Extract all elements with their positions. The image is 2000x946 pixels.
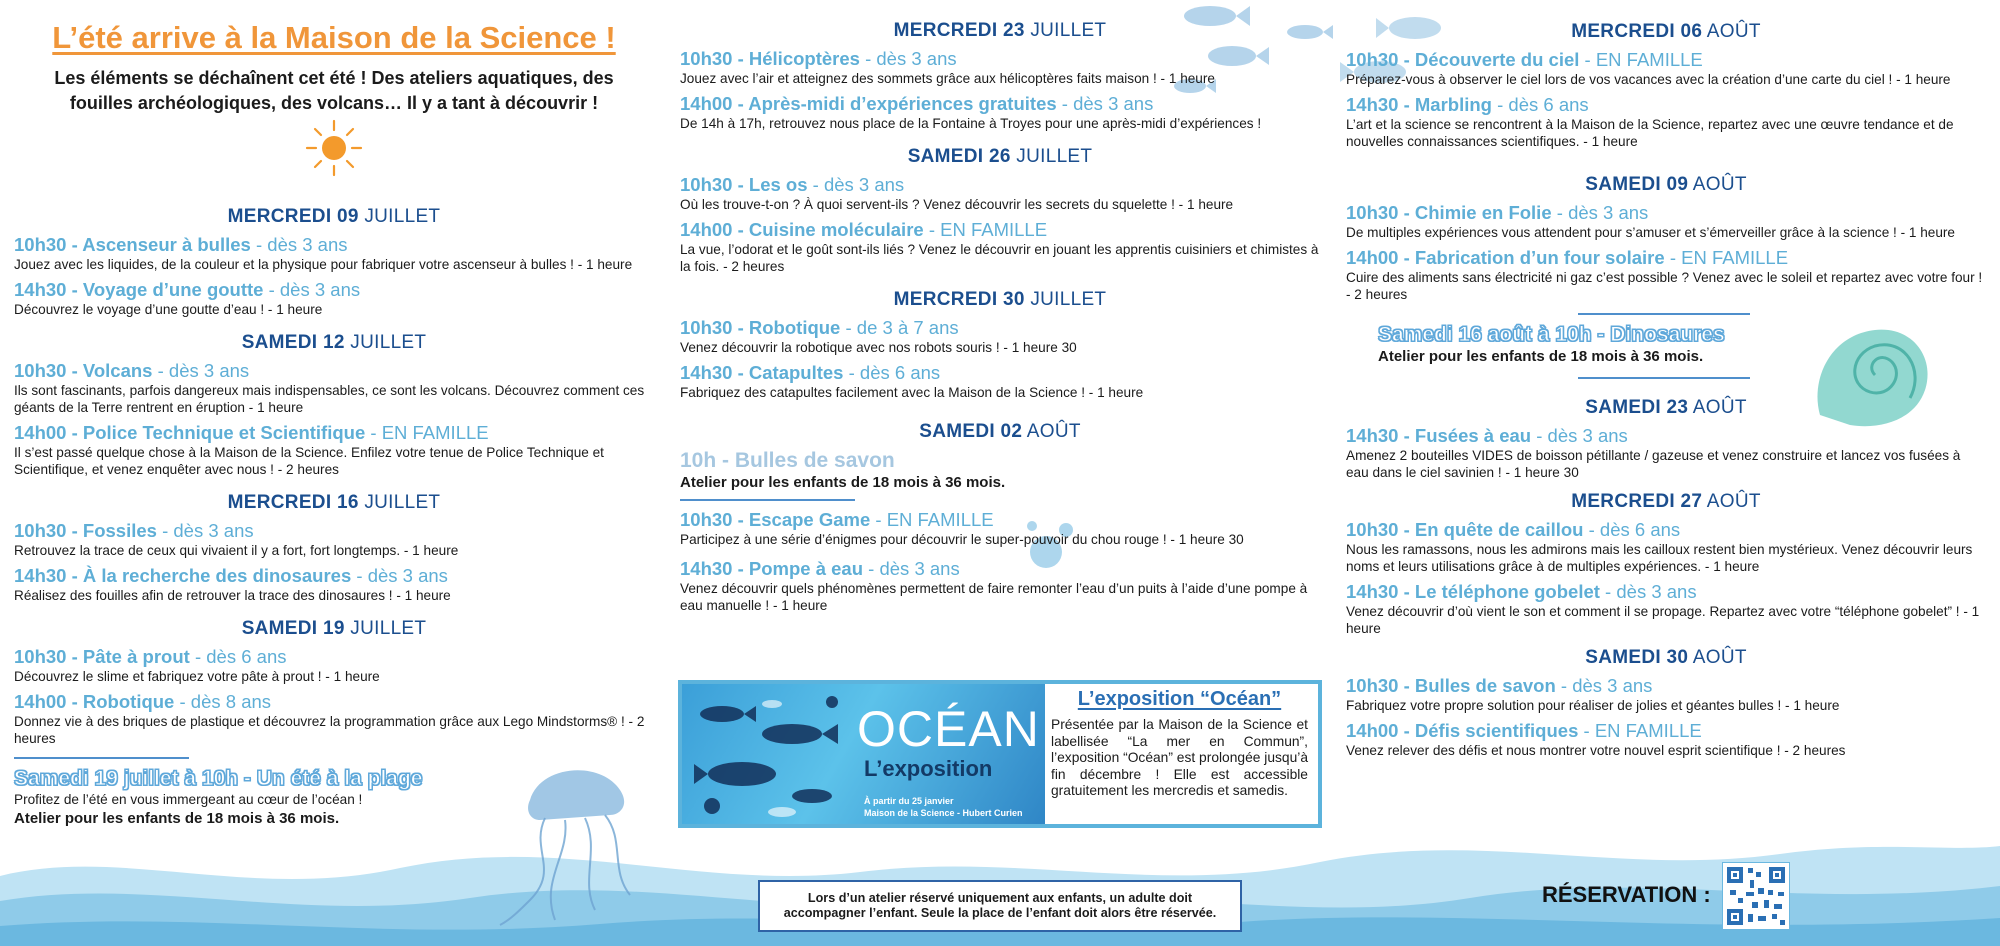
exhibition-poster-venue: Maison de la Science - Hubert Curien xyxy=(864,808,1023,818)
reservation-qr-code[interactable] xyxy=(1722,862,1790,930)
date-section xyxy=(680,20,1320,132)
event-item xyxy=(14,565,654,604)
date-heading: SAMEDI 19 JUILLET xyxy=(241,618,427,639)
event-desc: De 14h à 17h, retrouvez nous place de la Fontaine à Troyes pour une après-midi d’expériences ! xyxy=(680,116,1262,131)
event-title: 14h30 - Catapultes xyxy=(680,362,844,383)
event-title: 14h00 - Police Technique et Scientifique xyxy=(14,422,366,443)
event-tag: - dès 3 ans xyxy=(863,558,960,579)
event-desc: La vue, l’odorat et le goût sont-ils liés ? Venez le découvrir en jouant les apprentis cuisiniers et chimistes à la fois. - 2 heures xyxy=(680,242,1319,274)
exhibition-text xyxy=(1045,684,1318,824)
exhibition-poster-subtitle: L’exposition xyxy=(864,756,993,781)
event-item xyxy=(680,174,1320,213)
event-item xyxy=(14,279,654,318)
date-section xyxy=(680,146,1320,275)
event-title: 14h30 - Pompe à eau xyxy=(680,558,864,579)
event-title: 14h30 - Le téléphone gobelet xyxy=(1346,581,1600,602)
event-desc: Venez découvrir quels phénomènes permettent de faire remonter l’eau d’un puits à l’aide d’une pompe à eau manuelle ! - 1 heure xyxy=(680,581,1308,613)
event-desc: Donnez vie à des briques de plastique et découvrez la programmation grâce aux Lego Mindstorms® ! - 2 heures xyxy=(14,714,645,746)
date-section xyxy=(1346,491,1986,637)
event-desc: Préparez-vous à observer le ciel lors de vos vacances avec la création d’une carte du ciel ! - 1 heure xyxy=(1346,72,1951,87)
date-heading: SAMEDI 26 JUILLET xyxy=(907,146,1093,167)
event-item xyxy=(1346,202,1986,241)
event-item xyxy=(1346,675,1986,714)
event-desc: Nous les ramassons, nous les admirons mais les cailloux restent bien mystérieux. Venez découvrir leurs noms et leurs utilisations grâce à de multiples expériences. - 1 heure xyxy=(1346,542,1973,574)
event-item xyxy=(14,234,654,273)
date-heading: MERCREDI 06 AOÛT xyxy=(1571,21,1761,42)
event-item xyxy=(1346,581,1986,637)
event-tag: - dès 3 ans xyxy=(1555,675,1653,696)
event-title: 10h30 - Chimie en Folie xyxy=(1346,202,1552,223)
event-tag: - dès 6 ans xyxy=(1491,94,1589,115)
event-title: 14h30 - À la recherche des dinosaures xyxy=(14,565,352,586)
event-title: 10h30 - Les os xyxy=(680,174,808,195)
date-section xyxy=(1346,21,1986,150)
event-desc: Réalisez des fouilles afin de retrouver la trace des dinosaures ! - 1 heure xyxy=(14,588,451,603)
special-workshop-title: Samedi 19 juillet à 10h - Un été à la plage xyxy=(14,767,423,790)
date-heading: SAMEDI 09 AOÛT xyxy=(1585,174,1747,195)
event-desc: Jouez avec l’air et atteignez des sommets grâce aux hélicoptères faits maison ! - 1 heure xyxy=(680,71,1215,86)
event-desc: Découvrez le slime et fabriquez votre pâte à prout ! - 1 heure xyxy=(14,669,380,684)
event-tag: - dès 3 ans xyxy=(351,565,448,586)
event-tag: - EN FAMILLE xyxy=(870,509,994,530)
event-item xyxy=(1346,425,1986,481)
event-tag: - EN FAMILLE xyxy=(1578,720,1702,741)
event-title: 14h00 - Cuisine moléculaire xyxy=(680,219,924,240)
event-tag: - EN FAMILLE xyxy=(923,219,1048,240)
event-desc: L’art et la science se rencontrent à la Maison de la Science, repartez avec une œuvre tendance et de nouvelles connaissances scientifiques. - 1 heure xyxy=(1346,117,1954,149)
exhibition-poster-date: À partir du 25 janvier xyxy=(864,796,954,806)
event-item xyxy=(1346,247,1986,303)
date-section xyxy=(14,332,654,478)
event-tag: - dès 3 ans xyxy=(807,174,905,195)
exhibition-poster-title: OCÉAN xyxy=(857,701,1040,757)
reservation-label: RÉSERVATION : xyxy=(1542,882,1711,907)
date-heading: SAMEDI 30 AOÛT xyxy=(1585,647,1747,668)
date-section xyxy=(1346,397,1986,481)
event-tag: - dès 3 ans xyxy=(250,234,348,255)
event-desc: Venez relever des défis et nous montrer votre nouvel esprit scientifique ! - 2 heures xyxy=(1346,743,1846,758)
divider xyxy=(680,499,855,501)
column-july-early xyxy=(14,0,654,829)
event-item xyxy=(1346,94,1986,150)
adult-notice-box xyxy=(758,880,1242,932)
event-tag: - dès 3 ans xyxy=(1599,581,1697,602)
event-desc: Ils sont fascinants, parfois dangereux mais indispensables, ce sont les volcans. Découvrez comment ces géants de la Terre rentrent en éruption - 1 heure xyxy=(14,383,645,415)
event-tag: - dès 8 ans xyxy=(174,691,272,712)
event-title: 10h30 - Robotique xyxy=(680,317,841,338)
divider xyxy=(1578,313,1750,315)
date-heading: SAMEDI 23 AOÛT xyxy=(1585,397,1747,418)
event-tag: - EN FAMILLE xyxy=(1664,247,1789,268)
date-heading: SAMEDI 02 AOÛT xyxy=(919,421,1081,442)
adult-notice-text: Lors d’un atelier réservé uniquement aux enfants, un adulte doit accompagner l’enfant. Seule la place de l’enfant doit alors être réservée. xyxy=(783,891,1217,920)
intro-text: Les éléments se déchaînent cet été ! Des ateliers aquatiques, des fouilles archéologiques, des volcans… Il y a tant à découvrir ! xyxy=(54,68,614,113)
date-heading: SAMEDI 12 JUILLET xyxy=(241,332,427,353)
event-desc: Retrouvez la trace de ceux qui vivaient il y a fort, fort longtemps. - 1 heure xyxy=(14,543,459,558)
date-section xyxy=(14,492,654,604)
event-title: 10h30 - Pâte à prout xyxy=(14,646,190,667)
event-title: 10h30 - En quête de caillou xyxy=(1346,519,1584,540)
event-item xyxy=(680,93,1320,132)
event-title: 14h00 - Après-midi d’expériences gratuites xyxy=(680,93,1057,114)
event-desc: Cuire des aliments sans électricité ni gaz c’est possible ? Venez avec le soleil et repartez avec votre four ! - 2 heures xyxy=(1346,270,1983,302)
event-tag: - dès 3 ans xyxy=(859,48,957,69)
event-title: 10h30 - Fossiles xyxy=(14,520,157,541)
event-item xyxy=(1346,49,1986,88)
event-item xyxy=(14,691,654,747)
exhibition-box xyxy=(678,680,1322,828)
event-item xyxy=(1346,519,1986,575)
event-tag: - EN FAMILLE xyxy=(1579,49,1703,70)
date-section xyxy=(680,289,1320,401)
date-section xyxy=(14,618,654,747)
event-title: 14h00 - Robotique xyxy=(14,691,175,712)
event-desc: Découvrez le voyage d’une goutte d’eau ! - 1 heure xyxy=(14,302,323,317)
special-workshop-audience: Atelier pour les enfants de 18 mois à 36 mois. xyxy=(680,474,1006,491)
event-title: 10h30 - Découverte du ciel xyxy=(1346,49,1580,70)
event-tag: - dès 3 ans xyxy=(156,520,254,541)
event-item xyxy=(14,422,654,478)
event-desc: Jouez avec les liquides, de la couleur et la physique pour fabriquer votre ascenseur à bulles ! - 1 heure xyxy=(14,257,633,272)
divider xyxy=(14,757,189,759)
date-heading: MERCREDI 09 JUILLET xyxy=(227,206,441,227)
event-title: 14h30 - Fusées à eau xyxy=(1346,425,1532,446)
event-desc: Venez découvrir la robotique avec nos robots souris ! - 1 heure 30 xyxy=(680,340,1077,355)
event-desc: Amenez 2 bouteilles VIDES de boisson pétillante / gazeuse et venez construire et lancez vos fusées à eau dans le ciel savinien ! - 1 heure 30 xyxy=(1346,448,1961,480)
column-august xyxy=(1346,0,1986,759)
date-heading: MERCREDI 30 JUILLET xyxy=(893,289,1107,310)
event-title: 10h30 - Hélicoptères xyxy=(680,48,860,69)
event-tag: - de 3 à 7 ans xyxy=(840,317,959,338)
event-tag: - EN FAMILLE xyxy=(365,422,489,443)
event-title: 10h30 - Escape Game xyxy=(680,509,871,530)
event-item xyxy=(1346,720,1986,759)
special-workshop-desc: Profitez de l’été en vous immergeant au cœur de l’océan ! xyxy=(14,792,363,807)
event-tag: - dès 6 ans xyxy=(1583,519,1681,540)
ocean-animals-illustration xyxy=(682,684,857,824)
event-tag: - dès 3 ans xyxy=(263,279,361,300)
event-title: 14h00 - Défis scientifiques xyxy=(1346,720,1579,741)
event-title: 14h30 - Voyage d’une goutte xyxy=(14,279,264,300)
column-july-late xyxy=(680,0,1320,614)
exhibition-desc: Présentée par la Maison de la Science et labellisée “La mer en Commun”, l’exposition “Océan” est prolongée jusqu’à fin décembre ! Elle est accessible gratuitement les mercredis et samedis. xyxy=(1051,717,1308,799)
event-desc: Participez à une série d’énigmes pour découvrir le super-pouvoir du chou rouge ! - 1 heure 30 xyxy=(680,532,1244,547)
event-tag: - dès 6 ans xyxy=(843,362,941,383)
event-title: 10h30 - Ascenseur à bulles xyxy=(14,234,251,255)
special-workshop xyxy=(1378,323,1986,367)
exhibition-title: L’exposition “Océan” xyxy=(1077,688,1282,710)
event-tag: - dès 3 ans xyxy=(1551,202,1649,223)
event-tag: - dès 6 ans xyxy=(189,646,287,667)
page-title: L’été arrive à la Maison de la Science ! xyxy=(52,20,616,55)
date-section xyxy=(1346,647,1986,759)
event-desc: De multiples expériences vous attendent pour s’amuser et s’émerveiller grâce à la science ! - 1 heure xyxy=(1346,225,1955,240)
date-heading: MERCREDI 27 AOÛT xyxy=(1571,491,1761,512)
event-desc: Où les trouve-t-on ? À quoi servent-ils ? Venez découvrir les secrets du squelette ! - 1 heure xyxy=(680,197,1234,212)
date-section xyxy=(1346,174,1986,303)
event-desc: Fabriquez des catapultes facilement avec la Maison de la Science ! - 1 heure xyxy=(680,385,1144,400)
special-workshop-audience: Atelier pour les enfants de 18 mois à 36 mois. xyxy=(14,810,340,827)
event-item xyxy=(680,509,1320,548)
date-section xyxy=(14,206,654,318)
event-desc: Fabriquez votre propre solution pour réaliser de jolies et géantes bulles ! - 1 heure xyxy=(1346,698,1840,713)
event-item xyxy=(14,360,654,416)
event-tag: - dès 3 ans xyxy=(1531,425,1628,446)
event-title: 14h30 - Marbling xyxy=(1346,94,1492,115)
special-workshop-audience: Atelier pour les enfants de 18 mois à 36 mois. xyxy=(1378,348,1704,365)
event-item xyxy=(14,520,654,559)
special-workshop-title: 10h - Bulles de savon xyxy=(680,449,895,472)
event-title: 14h00 - Fabrication d’un four solaire xyxy=(1346,247,1665,268)
exhibition-poster xyxy=(682,684,1045,824)
event-item xyxy=(680,219,1320,275)
special-workshop-title: Samedi 16 août à 10h - Dinosaures xyxy=(1378,323,1725,346)
event-item xyxy=(14,646,654,685)
event-desc: Venez découvrir d’où vient le son et comment il se propage. Repartez avec votre “téléphone gobelet” ! - 1 heure xyxy=(1346,604,1980,636)
event-desc: Il s’est passé quelque chose à la Maison de la Science. Enfilez votre tenue de Police Technique et Scientifique, et venez enquêter avec nous ! - 2 heures xyxy=(14,445,604,477)
event-item xyxy=(680,362,1320,401)
event-item xyxy=(680,317,1320,356)
date-heading: MERCREDI 23 JUILLET xyxy=(893,20,1107,41)
event-item xyxy=(680,558,1320,614)
event-title: 10h30 - Volcans xyxy=(14,360,153,381)
date-section xyxy=(680,421,1320,614)
date-heading: MERCREDI 16 JUILLET xyxy=(227,492,441,513)
divider xyxy=(1578,377,1750,379)
event-tag: - dès 3 ans xyxy=(1056,93,1154,114)
event-title: 10h30 - Bulles de savon xyxy=(1346,675,1556,696)
event-tag: - dès 3 ans xyxy=(152,360,250,381)
event-item xyxy=(680,48,1320,87)
